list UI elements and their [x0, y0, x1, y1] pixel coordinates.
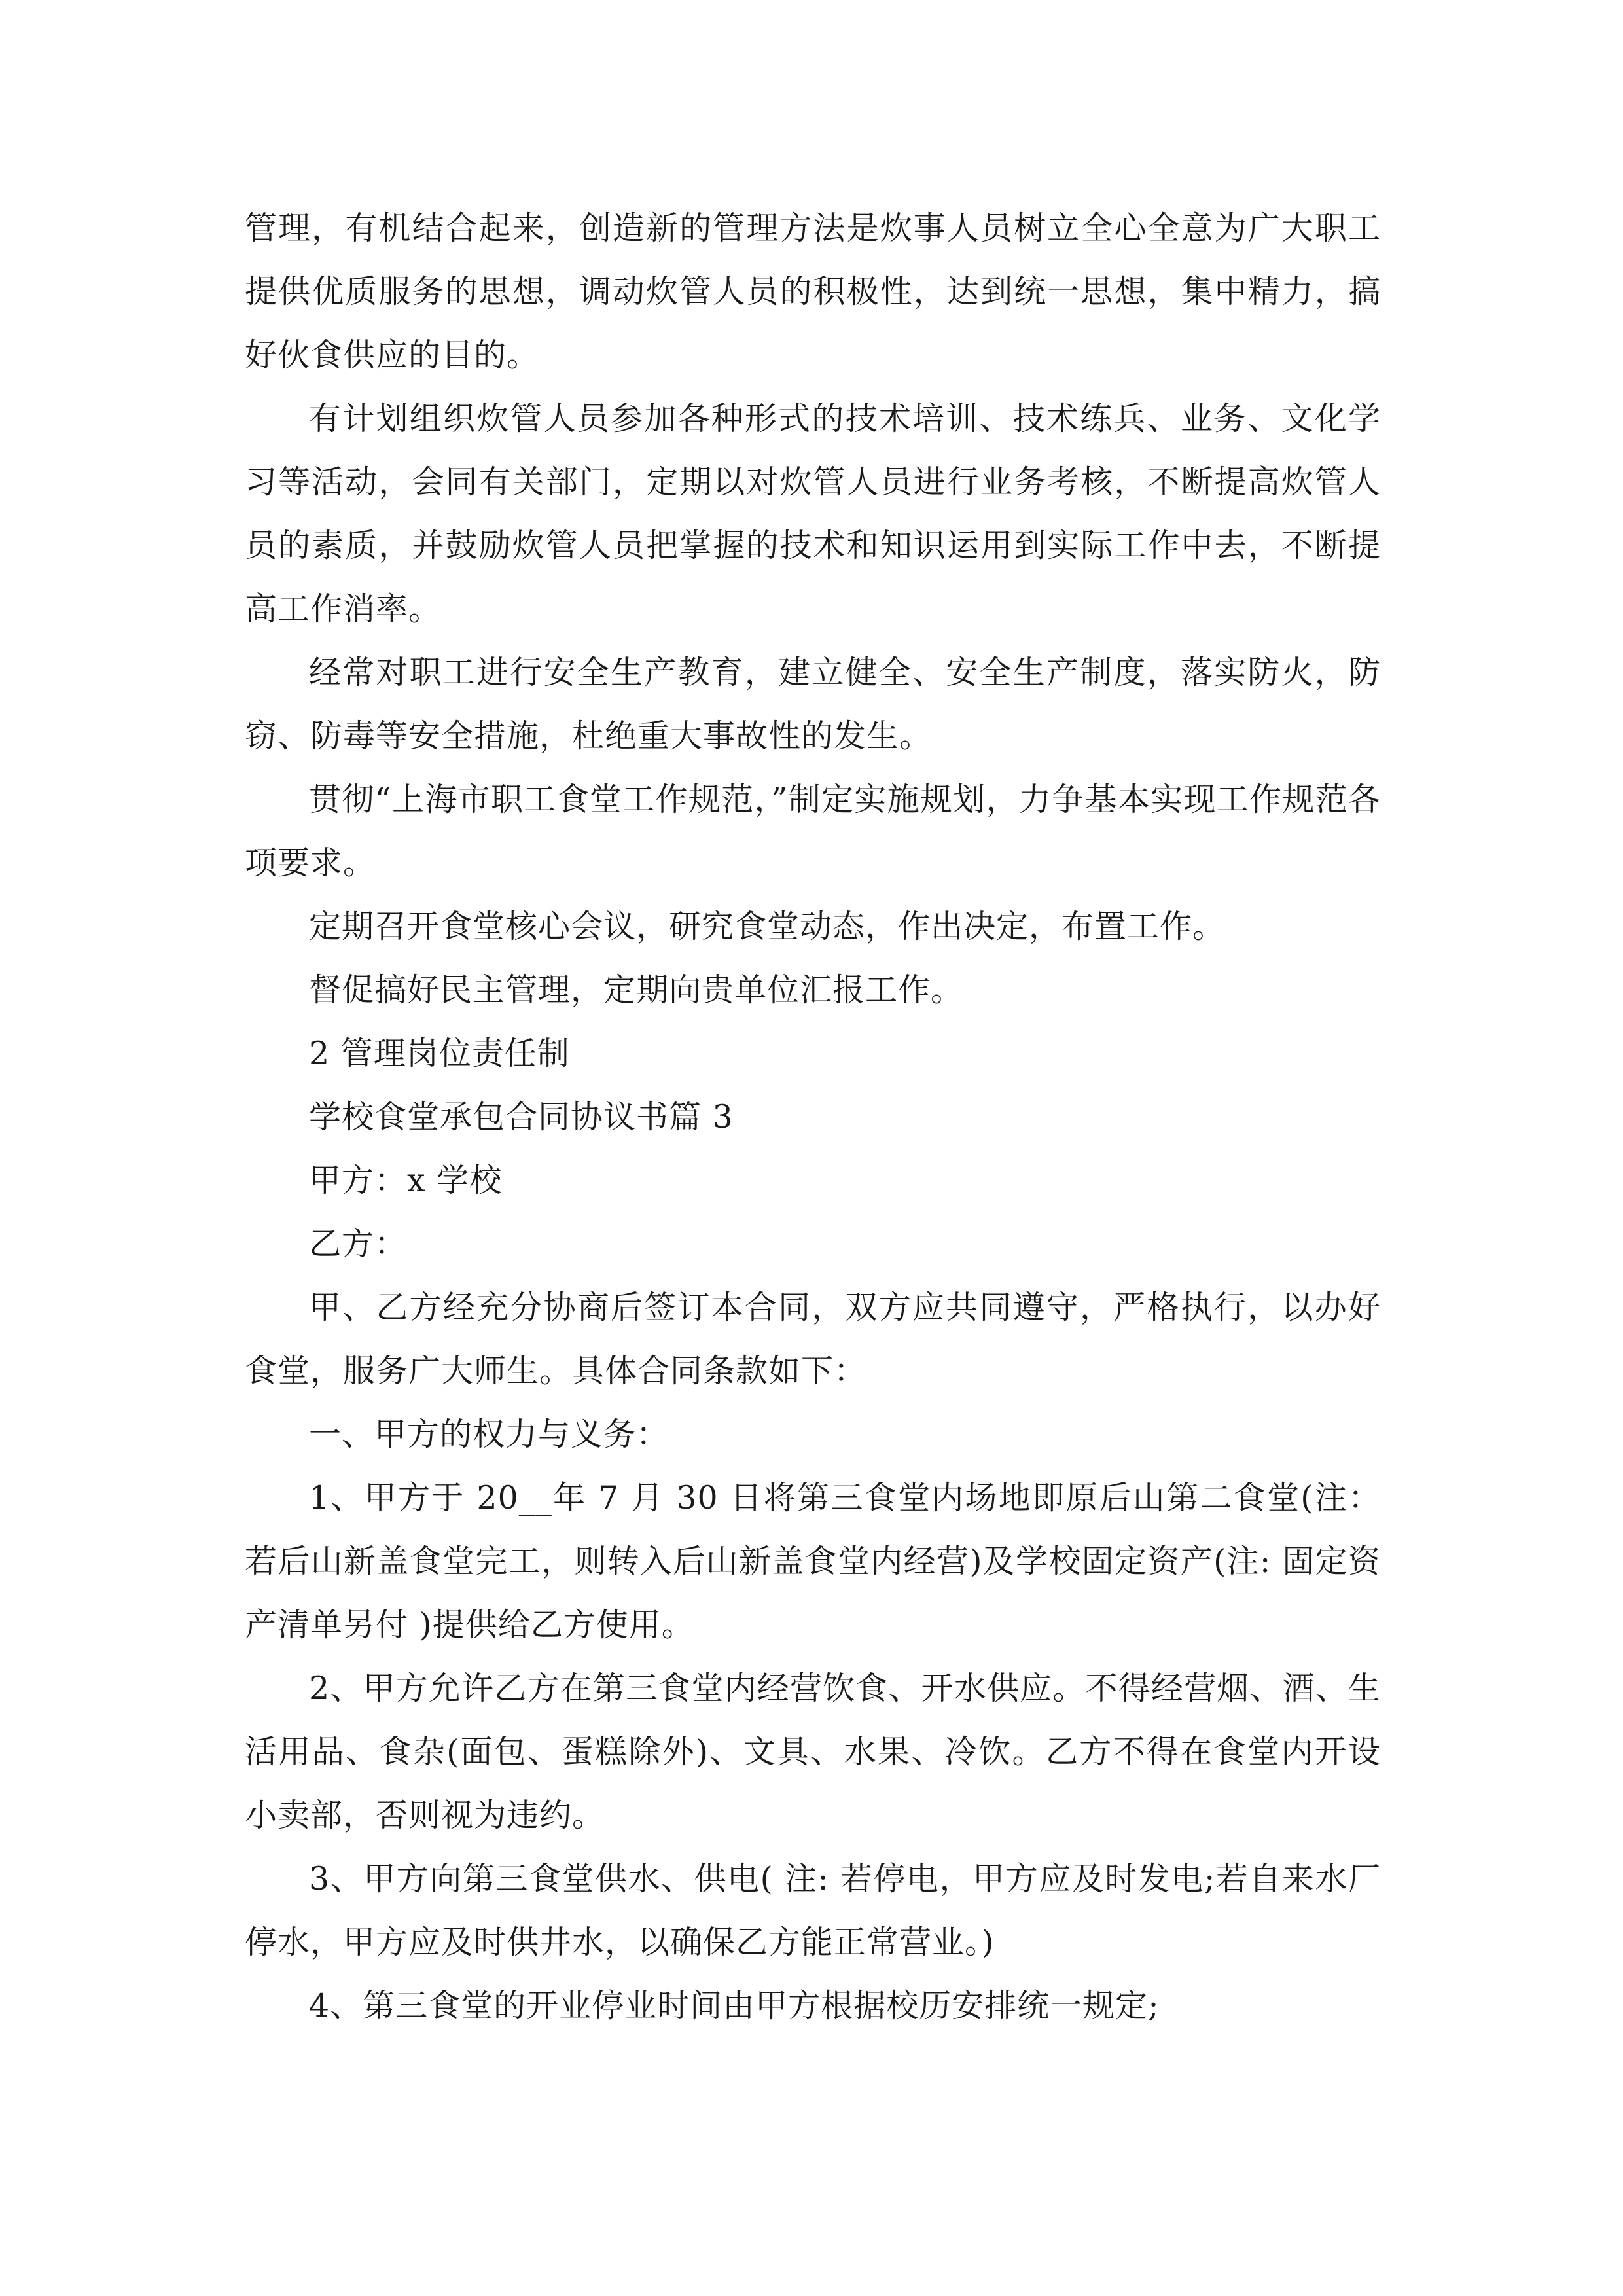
document-body	[245, 196, 1381, 2037]
paragraph-meetings: 定期召开食堂核心会议，研究食堂动态，作出决定，布置工作。	[309, 908, 1226, 945]
paragraph-training: 有计划组织炊管人员参加各种形式的技术培训、技术练兵、业务、文化学习等活动，会同有关部门，定期以对炊管人员进行业务考核，不断提高炊管人员的素质，并鼓励炊管人员把掌握的技术和知识运用到实际工作中去，不断提高工作消率。	[245, 400, 1381, 628]
section-heading-party-a-rights: 一、甲方的权力与义务：	[309, 1416, 669, 1453]
section-heading-contract: 学校食堂承包合同协议书篇 3	[309, 1098, 734, 1136]
clause-3: 3、甲方向第三食堂供水、供电( 注: 若停电，甲方应及时发电;若自来水厂停水，甲方应及时供井水，以确保乙方能正常营业。)	[245, 1860, 1381, 1961]
section-heading-responsibility: 2 管理岗位责任制	[309, 1035, 570, 1072]
paragraph-standards: 贯彻“上海市职工食堂工作规范，”制定实施规划，力争基本实现工作规范各项要求。	[245, 781, 1381, 882]
paragraph-agreement-preamble: 甲、乙方经充分协商后签订本合同，双方应共同遵守，严格执行，以办好食堂，服务广大师生。具体合同条款如下：	[245, 1289, 1381, 1390]
paragraph-management-intro: 管理，有机结合起来，创造新的管理方法是炊事人员树立全心全意为广大职工提供优质服务的思想，调动炊管人员的积极性，达到统一思想，集中精力，搞好伙食供应的目的。	[245, 209, 1381, 374]
clause-1: 1、甲方于 20__年 7 月 30 日将第三食堂内场地即原后山第二食堂(注：若后山新盖食堂完工，则转入后山新盖食堂内经营)及学校固定资产(注: 固定资产清单另付 )提供给乙方使用。	[245, 1479, 1381, 1643]
party-b-line: 乙方：	[309, 1225, 408, 1263]
paragraph-safety: 经常对职工进行安全生产教育，建立健全、安全生产制度，落实防火，防窃、防毒等安全措施，杜绝重大事故性的发生。	[245, 654, 1381, 755]
clause-2: 2、甲方允许乙方在第三食堂内经营饮食、开水供应。不得经营烟、酒、生活用品、食杂(面包、蛋糕除外)、文具、水果、冷饮。乙方不得在食堂内开设小卖部，否则视为违约。	[245, 1670, 1381, 1834]
clause-4: 4、第三食堂的开业停业时间由甲方根据校历安排统一规定;	[309, 1987, 1160, 2024]
party-a-line: 甲方：x 学校	[309, 1162, 503, 1199]
paragraph-democratic-management: 督促搞好民主管理，定期向贵单位汇报工作。	[309, 971, 964, 1009]
